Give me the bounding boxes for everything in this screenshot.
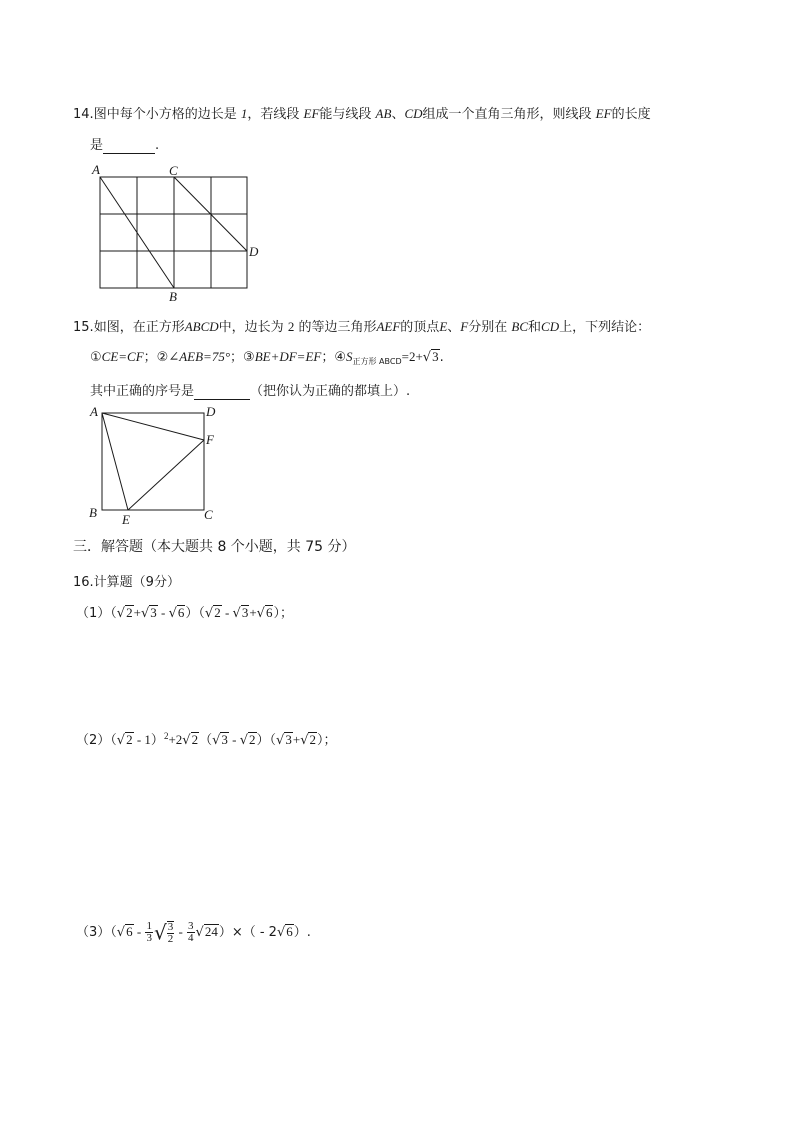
q15-answer-blank[interactable] [194, 384, 250, 400]
q16-p3-frac3: $\frac{3}{4}$ [188, 920, 194, 944]
q14-line1: 14.图中每个小方格的边长是 1，若线段 EF能与线段 AB、CD组成一个直角三角形，则线段 EF的长度 [73, 106, 651, 122]
q15-label-e: E [122, 512, 130, 527]
q14-label-a: A [92, 162, 100, 177]
q15-number: 15. [73, 320, 94, 335]
q15-line1: 15.如图，在正方形ABCD中，边长为 2 的等边三角形AEF的顶点E、F分别在 BC和CD上，下列结论： [73, 319, 651, 335]
q15-label-f: F [206, 432, 214, 447]
q16-title: 16.计算题（9分） [73, 575, 180, 590]
q15-line3: 其中正确的序号是 （把你认为正确的都填上）. [90, 384, 411, 399]
q16-part1: （1）（√2+√3 - √6）（√2 - √3+√6）； [76, 605, 293, 621]
q16-part3: （3）（√6 - $\frac{1}{3}$ √ $\frac{3}{2}$ - $\frac{3}{4}$ √24）×（ - 2√6）. [76, 920, 311, 945]
q15-label-c: C [204, 507, 213, 522]
q14-grid-figure [88, 160, 268, 305]
q14-label-b: B [169, 289, 177, 304]
q16-p3-frac2: $\frac{3}{2}$ [167, 920, 174, 945]
section3-title: 三．解答题（本大题共 8 个小题，共 75 分） [73, 539, 356, 555]
q15-label-b: B [89, 505, 97, 520]
q14-number: 14. [73, 107, 94, 122]
q14-answer-blank[interactable] [103, 138, 155, 154]
q15-label-d: D [206, 404, 216, 419]
q14-label-c: C [169, 163, 178, 178]
q14-line2: 是 . [90, 138, 160, 153]
q15-label-a: A [90, 404, 98, 419]
q15-square-figure [86, 402, 226, 528]
q16-part2: （2）（√2 - 1）$^2$+2√2（√3 - √2）（√3+√2）； [76, 731, 337, 748]
q16-p3-frac1: $\frac{1}{3}$ [146, 920, 152, 944]
q14-label-d: D [249, 244, 259, 259]
q15-conclusions: ①CE=CF；②∠AEB=75°；③BE+DF=EF；$④S_{正方形 ABCD}=2+√3$. [90, 349, 444, 366]
